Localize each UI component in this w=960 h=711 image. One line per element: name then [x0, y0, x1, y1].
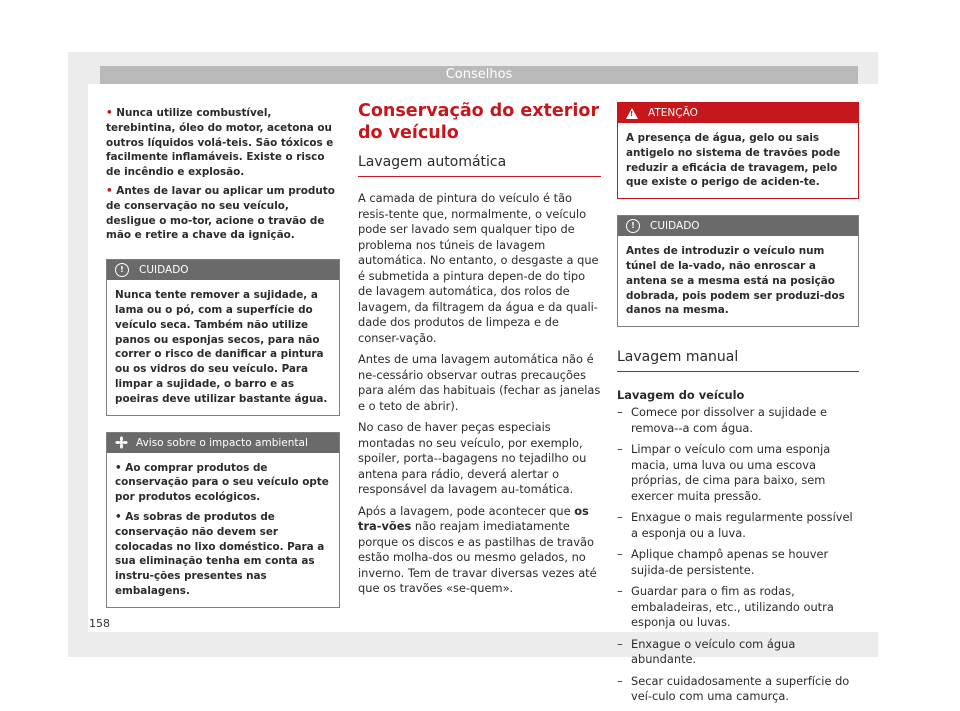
cuidado-header: ! CUIDADO: [107, 260, 339, 280]
environment-item: • As sobras de produtos de conservação não devem ser colocadas no lixo doméstico. Para a sua eliminação tenha em conta as instru-ções presentes nas embalagens.: [115, 510, 325, 597]
column-left: [106, 106, 340, 608]
bullet-icon: •: [106, 184, 113, 197]
list-item: – Limpar o veículo com uma esponja macia, uma luva ou uma escova próprias, de cima para baixo, sem exercer muita pressão.: [617, 442, 859, 504]
warning-triangle-icon: !: [626, 108, 638, 119]
column-middle: [358, 100, 601, 603]
list-item: – Guardar para o fim as rodas, embaladeiras, etc., utilizando outra esponja ou luvas.: [617, 584, 859, 631]
bullet-icon: •: [106, 107, 113, 119]
paragraph: Antes de uma lavagem automática não é ne-cessário observar outras precauções para além das habituais (fechar as janelas e o teto de abrir).: [358, 352, 601, 413]
subsection-title: Lavagem automática: [358, 154, 601, 177]
atencao-text: A presença de água, gelo ou sais antigelo no sistema de travões pode reduzir a eficácia de travagem, pelo que existe o perigo de aciden-te.: [626, 132, 841, 189]
subsection-title: Lavagem manual: [617, 349, 859, 372]
paragraph: A camada de pintura do veículo é tão resis-tente que, normalmente, o veículo pode ser lavado sem qualquer tipo de problema nos túneis de lavagem automática. No entanto, o desgaste a que é submetida a pintura depen-de do tipo de lavagem automática, dos rolos de lavagem, da filtragem da água e da quali-dade dos produtos de limpeza e de conser-vação.: [358, 191, 599, 345]
info-circle-icon: !: [115, 263, 129, 277]
cuidado-box: [106, 259, 340, 415]
environment-text: [107, 453, 339, 607]
body-text: [358, 191, 601, 597]
cuidado-text: Nunca tente remover a sujidade, a lama ou o pó, com a superfície do veículo seca. Também não utilize panos ou esponjas secos, para não correr o risco de danificar a pintura ou os vidros do seu veículo. Para limpar a sujidade, o barro e as poeiras deve utilizar bastante água.: [115, 289, 328, 405]
section-title: Conservação do exterior do veículo: [358, 101, 600, 143]
list-item: – Comece por dissolver a sujidade e remova--a com água.: [617, 405, 859, 436]
warning-bullets: [106, 106, 340, 243]
list-item: – Enxague o veículo com água abundante.: [617, 637, 859, 668]
atencao-box: [617, 102, 859, 199]
environment-item: • Ao comprar produtos de conservação para o seu veículo opte por produtos ecológicos.: [115, 461, 329, 504]
list-item: – Aplique champô apenas se houver sujida-de persistente.: [617, 547, 859, 578]
paragraph: Após a lavagem, pode acontecer que os tra-vões não reajam imediatamente porque os discos e as pastilhas de travão estão molha-dos ou mesmo gelados, no inverno. Tem de travar diversas vezes até que os travões «se-quem».: [358, 503, 597, 595]
list-item: – Enxague o mais regularmente possível a esponja ou a luva.: [617, 510, 859, 541]
environment-header: Aviso sobre o impacto ambiental: [107, 433, 339, 453]
column-right: [617, 102, 859, 711]
page-number: 158: [89, 617, 110, 630]
atencao-header: ! ATENÇÃO: [618, 103, 858, 123]
environment-box: [106, 432, 340, 608]
list-item: – Secar cuidadosamente a superfície do veí-culo com uma camurça.: [617, 674, 859, 705]
cuidado-header: ! CUIDADO: [618, 216, 858, 236]
info-circle-icon: !: [626, 219, 640, 233]
warning-bullet-1: • Nunca utilize combustível, terebintina, óleo do motor, acetona ou outros líquidos volá-teis. São tóxicos e facilmente inflamáveis. Existe o risco de incêndio e explosão.: [106, 107, 334, 179]
paragraph: No caso de haver peças especiais montadas no seu veículo, por exemplo, spoiler, porta--bagagens no tejadilho ou antena para rádio, deverá alertar o responsável da lavagem au-tomática.: [358, 420, 587, 496]
instruction-list: [617, 405, 859, 705]
warning-bullet-2: • Antes de lavar ou aplicar um produto de conservação no seu veículo, desligue o mo-tor, acione o travão de mão e retire a chave da ignição.: [106, 184, 335, 242]
chapter-header: Conselhos: [100, 66, 858, 84]
leaf-icon: [115, 436, 128, 449]
list-heading: Lavagem do veículo: [617, 388, 745, 403]
cuidado-text: Antes de introduzir o veículo num túnel de la-vado, não enroscar a antena se a mesma está na posição dobrada, pois podem ser produzi-dos danos na mesma.: [626, 245, 845, 317]
cuidado-box: [617, 215, 859, 327]
